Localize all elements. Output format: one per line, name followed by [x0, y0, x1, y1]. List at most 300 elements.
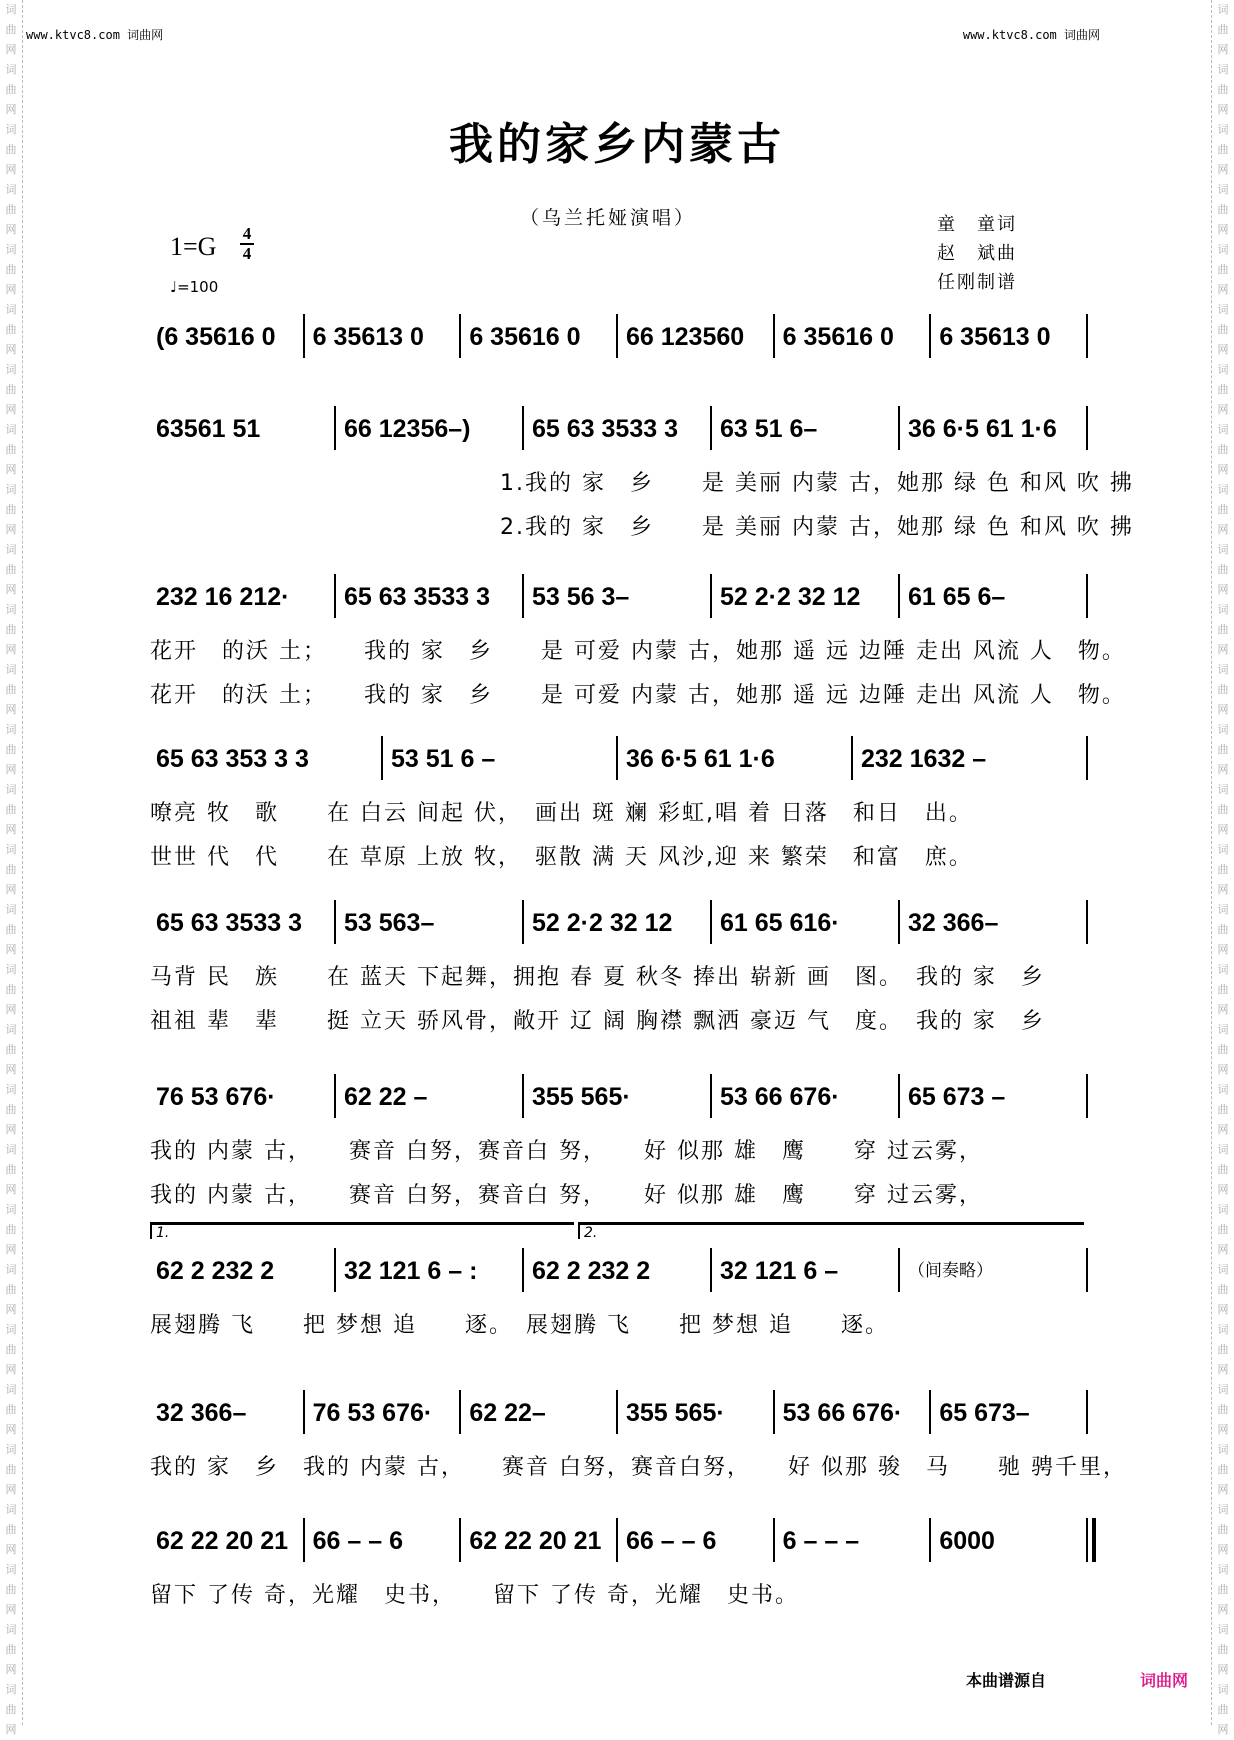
barline [334, 406, 336, 450]
watermark-char: 曲 [1217, 1343, 1229, 1356]
watermark-char: 词 [5, 243, 17, 256]
watermark-char: 曲 [1217, 263, 1229, 276]
watermark-char: 词 [1217, 1383, 1229, 1396]
barline [334, 900, 336, 944]
barline [303, 1390, 305, 1434]
measure: 65 673– [939, 1399, 1030, 1427]
watermark-char: 曲 [1217, 203, 1229, 216]
watermark-char: 网 [1217, 1003, 1229, 1016]
barline [522, 900, 524, 944]
watermark-char: 曲 [5, 863, 17, 876]
watermark-char: 网 [1217, 1243, 1229, 1256]
measure: 61 65 6– [908, 583, 1006, 611]
measure: 63 51 6– [720, 415, 818, 443]
watermark-char: 词 [5, 303, 17, 316]
watermark-char: 词 [1217, 3, 1229, 16]
lyricist-credit: 童 童词 [937, 214, 1017, 235]
measure: 62 22 – [344, 1083, 428, 1111]
watermark-char: 网 [1217, 1483, 1229, 1496]
watermark-char: 曲 [5, 443, 17, 456]
measure: 65 63 353 3 3 [156, 745, 309, 773]
watermark-char: 词 [1217, 723, 1229, 736]
watermark-char: 词 [5, 1083, 17, 1096]
measure: 66 123560 [626, 323, 745, 351]
measure: 66 12356–) [344, 415, 471, 443]
barline [929, 1518, 931, 1562]
measure: 76 53 676· [312, 1399, 433, 1427]
barline [1086, 1074, 1088, 1118]
watermark-char: 曲 [5, 743, 17, 756]
barline [710, 1248, 712, 1292]
watermark-char: 网 [1217, 1603, 1229, 1616]
watermark-char: 曲 [1217, 1583, 1229, 1596]
watermark-char: 词 [5, 363, 17, 376]
watermark-char: 网 [5, 1723, 17, 1736]
watermark-char: 网 [5, 643, 17, 656]
barline [616, 314, 618, 358]
watermark-char: 曲 [5, 1163, 17, 1176]
barline [303, 1518, 305, 1562]
watermark-char: 网 [1217, 223, 1229, 236]
tempo-marking: ♩=100 [170, 278, 219, 296]
watermark-char: 曲 [5, 83, 17, 96]
watermark-char: 曲 [5, 923, 17, 936]
watermark-char: 曲 [1217, 683, 1229, 696]
measure: 53 66 676· [782, 1399, 903, 1427]
watermark-char: 词 [1217, 1323, 1229, 1336]
measure: （间奏略） [908, 1261, 993, 1280]
watermark-char: 曲 [5, 203, 17, 216]
watermark-char: 曲 [1217, 503, 1229, 516]
watermark-char: 词 [5, 1683, 17, 1696]
barline [710, 900, 712, 944]
watermark-char: 词 [5, 63, 17, 76]
watermark-char: 网 [1217, 643, 1229, 656]
watermark-char: 曲 [5, 143, 17, 156]
measure: 62 22 20 21 [156, 1527, 289, 1555]
watermark-char: 词 [5, 663, 17, 676]
watermark-char: 词 [1217, 423, 1229, 436]
watermark-char: 曲 [5, 983, 17, 996]
notation-row [150, 904, 1090, 944]
watermark-char: 词 [1217, 843, 1229, 856]
watermark-char: 词 [5, 1263, 17, 1276]
watermark-char: 网 [1217, 943, 1229, 956]
barline [898, 1074, 900, 1118]
watermark-char: 网 [5, 163, 17, 176]
watermark-char: 网 [5, 1063, 17, 1076]
barline [334, 1248, 336, 1292]
measure: 6 35613 0 [939, 323, 1051, 351]
watermark-char: 曲 [5, 803, 17, 816]
watermark-char: 网 [1217, 1303, 1229, 1316]
lyric-line: 1.我的 家 乡 是 美丽 内蒙 古，她那 绿 色 和风 吹 拂 [500, 471, 1134, 496]
watermark-char: 词 [5, 1143, 17, 1156]
watermark-char: 词 [5, 723, 17, 736]
measure: 36 6·5 61 1·6 [626, 745, 775, 773]
watermark-char: 网 [5, 1423, 17, 1436]
time-signature: 4 4 [240, 225, 254, 263]
lyric-line: 我的 内蒙 古， 赛音 白努，赛音白 努， 好 似那 雄 鹰 穿 过云雾， [150, 1183, 983, 1208]
watermark-char: 网 [5, 1303, 17, 1316]
watermark-char: 词 [1217, 1443, 1229, 1456]
measure: 62 22– [469, 1399, 546, 1427]
watermark-char: 词 [1217, 1023, 1229, 1036]
watermark-char: 词 [5, 903, 17, 916]
watermark-char: 网 [5, 103, 17, 116]
measure: 6 35616 0 [469, 323, 581, 351]
watermark-char: 曲 [1217, 623, 1229, 636]
barline [1086, 574, 1088, 618]
barline [710, 406, 712, 450]
watermark-char: 网 [1217, 103, 1229, 116]
key-signature: 1=G [170, 232, 217, 261]
watermark-char: 曲 [5, 1043, 17, 1056]
watermark-char: 曲 [5, 1403, 17, 1416]
watermark-char: 曲 [5, 1103, 17, 1116]
barline [773, 1518, 775, 1562]
watermark-char: 曲 [1217, 1403, 1229, 1416]
measure: 232 1632 – [861, 745, 987, 773]
watermark-char: 网 [1217, 1183, 1229, 1196]
watermark-char: 词 [5, 1623, 17, 1636]
watermark-char: 网 [5, 883, 17, 896]
watermark-char: 网 [1217, 1423, 1229, 1436]
watermark-char: 网 [5, 823, 17, 836]
measure: 62 2 232 2 [532, 1257, 651, 1285]
watermark-char: 曲 [5, 1463, 17, 1476]
watermark-char: 词 [1217, 663, 1229, 676]
watermark-char: 词 [1217, 1683, 1229, 1696]
source-site-link[interactable]: 词曲网 [1140, 1671, 1189, 1690]
barline [616, 1518, 618, 1562]
barline [1086, 900, 1088, 944]
watermark-char: 词 [1217, 243, 1229, 256]
watermark-char: 网 [5, 463, 17, 476]
notation-row [150, 740, 1090, 780]
song-title: 我的家乡内蒙古 [449, 119, 785, 170]
watermark-char: 网 [5, 583, 17, 596]
watermark-char: 网 [1217, 823, 1229, 836]
watermark-char: 曲 [1217, 1643, 1229, 1656]
watermark-char: 词 [1217, 1263, 1229, 1276]
measure: 32 121 6 – : [344, 1257, 478, 1285]
measure: 53 56 3– [532, 583, 630, 611]
watermark-char: 网 [5, 1123, 17, 1136]
measure: 232 16 212· [156, 583, 290, 611]
lyric-line: 祖祖 辈 辈 挺 立天 骄风骨，敞开 辽 阔 胸襟 飘洒 豪迈 气 度。 我的 家 乡 [150, 1009, 1045, 1034]
measure: 65 63 3533 3 [156, 909, 302, 937]
watermark-char: 词 [5, 123, 17, 136]
watermark-char: 网 [5, 43, 17, 56]
watermark-char: 词 [1217, 303, 1229, 316]
measure: 355 565· [626, 1399, 725, 1427]
barline [522, 574, 524, 618]
measure: 65 673 – [908, 1083, 1006, 1111]
lyric-line: 世世 代 代 在 草原 上放 牧， 驱散 满 天 风沙,迎 来 繁荣 和富 庶。 [150, 845, 973, 870]
notation-row [150, 1394, 1090, 1434]
measure: 65 63 3533 3 [532, 415, 678, 443]
barline [710, 1074, 712, 1118]
site-watermark-left: www.ktvc8.com 词曲网 [26, 28, 164, 42]
notation-row [150, 578, 1090, 618]
barline [710, 574, 712, 618]
watermark-char: 网 [5, 1663, 17, 1676]
watermark-char: 网 [1217, 703, 1229, 716]
watermark-char: 网 [1217, 43, 1229, 56]
watermark-char: 词 [5, 543, 17, 556]
barline [334, 1074, 336, 1118]
watermark-char: 曲 [5, 323, 17, 336]
barline [1086, 1248, 1088, 1292]
watermark-char: 词 [1217, 1143, 1229, 1156]
watermark-char: 曲 [1217, 1703, 1229, 1716]
barline [522, 406, 524, 450]
watermark-char: 网 [5, 1543, 17, 1556]
watermark-char: 词 [5, 1443, 17, 1456]
barline [459, 1518, 461, 1562]
watermark-char: 网 [1217, 163, 1229, 176]
watermark-char: 网 [1217, 523, 1229, 536]
barline [334, 574, 336, 618]
lyric-line: 我的 家 乡 我的 内蒙 古， 赛音 白努，赛音白努， 好 似那 骏 马 驰 骋千里， [150, 1455, 1127, 1480]
watermark-char: 词 [5, 1023, 17, 1036]
watermark-char: 词 [5, 1203, 17, 1216]
volta-bracket: 1. [150, 1222, 574, 1239]
measure: 66 – – 6 [312, 1527, 404, 1555]
watermark-char: 网 [1217, 1063, 1229, 1076]
barline [381, 736, 383, 780]
watermark-char: 曲 [5, 1643, 17, 1656]
watermark-char: 词 [1217, 783, 1229, 796]
measure: 63561 51 [156, 415, 261, 443]
watermark-char: 曲 [1217, 563, 1229, 576]
source-label: 本曲谱源自 [966, 1671, 1047, 1690]
watermark-char: 曲 [1217, 443, 1229, 456]
watermark-char: 网 [5, 403, 17, 416]
watermark-char: 网 [5, 523, 17, 536]
watermark-char: 词 [5, 423, 17, 436]
site-watermark-right: www.ktvc8.com 词曲网 [962, 28, 1100, 42]
notation-row [150, 410, 1090, 450]
watermark-char: 词 [1217, 123, 1229, 136]
watermark-char: 曲 [1217, 143, 1229, 156]
watermark-char: 曲 [5, 1523, 17, 1536]
lyric-line: 嘹亮 牧 歌 在 白云 间起 伏， 画出 斑 斓 彩虹,唱 着 日落 和日 出。 [150, 801, 973, 826]
barline [616, 736, 618, 780]
watermark-char: 曲 [1217, 863, 1229, 876]
watermark-char: 词 [1217, 1563, 1229, 1576]
watermark-char: 词 [1217, 1083, 1229, 1096]
watermark-char: 网 [5, 703, 17, 716]
watermark-char: 网 [5, 1603, 17, 1616]
watermark-char: 曲 [1217, 1163, 1229, 1176]
watermark-char: 曲 [1217, 323, 1229, 336]
credits [937, 210, 1017, 297]
watermark-char: 曲 [5, 503, 17, 516]
watermark-char: 曲 [5, 623, 17, 636]
barline [1086, 736, 1088, 780]
composer-credit: 赵 斌曲 [937, 243, 1017, 264]
lyric-line: 留下 了传 奇，光耀 史书， 留下 了传 奇，光耀 史书。 [150, 1583, 799, 1608]
measure: 52 2·2 32 12 [720, 583, 861, 611]
measure: 6 – – – [782, 1527, 860, 1555]
watermark-char: 词 [1217, 1503, 1229, 1516]
singer-credit: （乌兰托娅演唱） [520, 207, 697, 229]
barline [898, 406, 900, 450]
barline [773, 1390, 775, 1434]
barline [459, 1390, 461, 1434]
barline [616, 1390, 618, 1434]
barline [1086, 1518, 1096, 1562]
watermark-char: 网 [1217, 1663, 1229, 1676]
barline [898, 900, 900, 944]
measure: 32 366– [908, 909, 999, 937]
measure: 6 35616 0 [782, 323, 894, 351]
watermark-char: 曲 [1217, 1283, 1229, 1296]
watermark-char: 词 [1217, 1623, 1229, 1636]
barline [898, 1248, 900, 1292]
watermark-char: 词 [5, 1323, 17, 1336]
watermark-char: 网 [1217, 283, 1229, 296]
lyric-line: 展翅腾 飞 把 梦想 追 逐。 展翅腾 飞 把 梦想 追 逐。 [150, 1313, 889, 1338]
watermark-char: 网 [5, 1243, 17, 1256]
watermark-char: 网 [5, 1483, 17, 1496]
arranger-credit: 任刚制谱 [937, 272, 1017, 293]
watermark-char: 词 [1217, 183, 1229, 196]
measure: 355 565· [532, 1083, 631, 1111]
notation-row [150, 318, 1090, 358]
notation-row [150, 1522, 1090, 1562]
watermark-char: 曲 [1217, 1043, 1229, 1056]
watermark-char: 网 [1217, 763, 1229, 776]
watermark-char: 网 [1217, 883, 1229, 896]
watermark-char: 曲 [1217, 383, 1229, 396]
watermark-char: 网 [5, 943, 17, 956]
measure: (6 35616 0 [156, 323, 276, 351]
watermark-char: 曲 [1217, 1223, 1229, 1236]
measure: 52 2·2 32 12 [532, 909, 673, 937]
watermark-char: 网 [5, 1003, 17, 1016]
watermark-char: 网 [5, 283, 17, 296]
barline [522, 1074, 524, 1118]
watermark-char: 网 [1217, 583, 1229, 596]
watermark-char: 网 [1217, 403, 1229, 416]
measure: 66 – – 6 [626, 1527, 717, 1555]
barline [1086, 314, 1088, 358]
watermark-char: 词 [5, 1503, 17, 1516]
lyric-line: 2.我的 家 乡 是 美丽 内蒙 古，她那 绿 色 和风 吹 拂 [500, 515, 1134, 540]
barline [1086, 406, 1088, 450]
right-watermark-strip [1211, 0, 1234, 1736]
left-watermark-strip [0, 0, 23, 1736]
watermark-char: 曲 [5, 263, 17, 276]
watermark-char: 曲 [1217, 1463, 1229, 1476]
watermark-char: 曲 [5, 383, 17, 396]
watermark-char: 曲 [5, 1343, 17, 1356]
watermark-char: 曲 [1217, 803, 1229, 816]
lyric-line: 花开 的沃 土； 我的 家 乡 是 可爱 内蒙 古，她那 遥 远 边陲 走出 风流 人 物。 [150, 683, 1126, 708]
watermark-char: 曲 [1217, 923, 1229, 936]
watermark-char: 网 [1217, 1123, 1229, 1136]
watermark-char: 网 [1217, 343, 1229, 356]
barline [773, 314, 775, 358]
watermark-char: 词 [5, 1383, 17, 1396]
watermark-char: 词 [5, 843, 17, 856]
lyric-line: 我的 内蒙 古， 赛音 白努，赛音白 努， 好 似那 雄 鹰 穿 过云雾， [150, 1139, 983, 1164]
watermark-char: 网 [5, 1363, 17, 1376]
watermark-char: 网 [5, 223, 17, 236]
watermark-char: 曲 [5, 1223, 17, 1236]
watermark-char: 曲 [5, 563, 17, 576]
watermark-char: 曲 [5, 23, 17, 36]
barline [851, 736, 853, 780]
watermark-char: 词 [1217, 543, 1229, 556]
watermark-char: 词 [1217, 483, 1229, 496]
watermark-char: 曲 [5, 1703, 17, 1716]
watermark-char: 曲 [1217, 983, 1229, 996]
watermark-char: 词 [5, 1563, 17, 1576]
barline [522, 1248, 524, 1292]
watermark-char: 词 [5, 3, 17, 16]
watermark-char: 网 [1217, 1723, 1229, 1736]
watermark-char: 曲 [5, 1583, 17, 1596]
measure: 65 63 3533 3 [344, 583, 490, 611]
notation-row [150, 1252, 1090, 1292]
watermark-char: 曲 [1217, 743, 1229, 756]
measure: 62 22 20 21 [469, 1527, 602, 1555]
lyric-line: 马背 民 族 在 蓝天 下起舞，拥抱 春 夏 秋冬 捧出 崭新 画 图。 我的 家 乡 [150, 965, 1045, 990]
watermark-char: 曲 [1217, 23, 1229, 36]
notation-row [150, 1078, 1090, 1118]
watermark-char: 曲 [5, 1283, 17, 1296]
watermark-char: 词 [1217, 1203, 1229, 1216]
measure: 62 2 232 2 [156, 1257, 275, 1285]
measure: 61 65 616· [720, 909, 840, 937]
watermark-char: 网 [5, 1183, 17, 1196]
measure: 53 51 6 – [391, 745, 496, 773]
measure: 36 6·5 61 1·6 [908, 415, 1057, 443]
measure: 6 35613 0 [312, 323, 424, 351]
measure: 53 563– [344, 909, 435, 937]
watermark-char: 词 [5, 483, 17, 496]
watermark-char: 词 [1217, 63, 1229, 76]
measure: 32 121 6 – [720, 1257, 839, 1285]
barline [459, 314, 461, 358]
watermark-char: 网 [1217, 1543, 1229, 1556]
barline [929, 1390, 931, 1434]
volta-bracket: 2. [578, 1222, 1084, 1239]
measure: 32 366– [156, 1399, 247, 1427]
watermark-char: 网 [1217, 463, 1229, 476]
watermark-char: 词 [5, 603, 17, 616]
watermark-char: 词 [1217, 903, 1229, 916]
measure: 53 66 676· [720, 1083, 840, 1111]
watermark-char: 曲 [5, 683, 17, 696]
watermark-char: 网 [5, 343, 17, 356]
watermark-char: 词 [5, 183, 17, 196]
watermark-char: 曲 [1217, 1523, 1229, 1536]
watermark-char: 词 [5, 963, 17, 976]
watermark-char: 网 [5, 763, 17, 776]
barline [929, 314, 931, 358]
watermark-char: 词 [1217, 363, 1229, 376]
watermark-char: 词 [5, 783, 17, 796]
watermark-char: 词 [1217, 603, 1229, 616]
barline [303, 314, 305, 358]
watermark-char: 词 [1217, 963, 1229, 976]
barline [1086, 1390, 1088, 1434]
